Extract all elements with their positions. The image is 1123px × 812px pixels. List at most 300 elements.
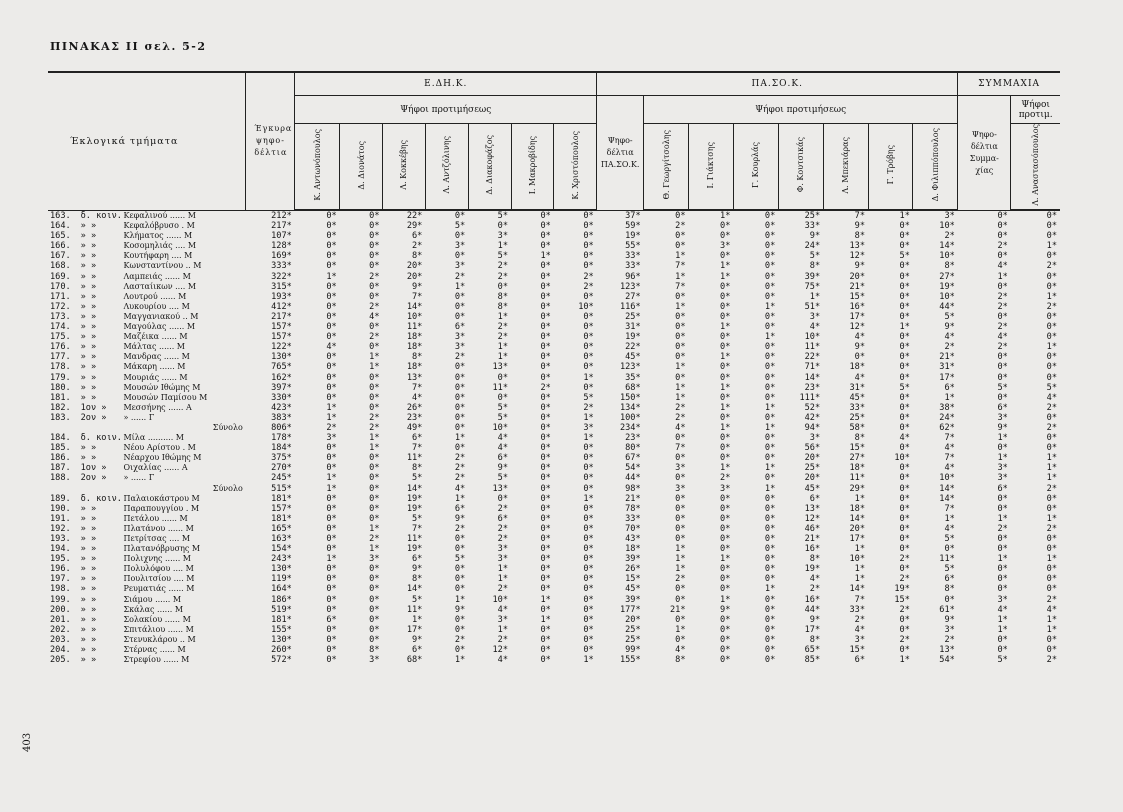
vote-count: 0* bbox=[326, 463, 337, 474]
table-row bbox=[48, 342, 1060, 352]
vote-count: 5* bbox=[497, 412, 509, 423]
vote-count: 46* bbox=[804, 523, 821, 534]
vote-count: 19* bbox=[625, 231, 641, 242]
vote-count: 0* bbox=[764, 392, 776, 403]
candidate-header bbox=[295, 124, 340, 211]
vote-count: 1* bbox=[369, 544, 380, 555]
vote-count: 0* bbox=[326, 544, 337, 555]
vote-count: 0* bbox=[540, 473, 551, 484]
vote-count: 0* bbox=[899, 301, 910, 312]
vote-count: 8* bbox=[809, 261, 821, 272]
vote-count: 23* bbox=[804, 382, 821, 393]
table-row bbox=[48, 443, 1060, 453]
row-type bbox=[79, 484, 124, 494]
vote-count: 29* bbox=[406, 221, 423, 232]
vote-count: 0* bbox=[369, 382, 380, 393]
vote-count: 3* bbox=[497, 544, 509, 555]
pasok-ballots-label: Ψηφο-δέλτια ΠΑ.ΣΟ.Κ. bbox=[600, 135, 640, 169]
candidate-header bbox=[383, 124, 426, 211]
vote-count: 12* bbox=[849, 322, 866, 333]
vote-count: 0* bbox=[454, 534, 466, 544]
vote-count: 155* bbox=[271, 624, 292, 635]
vote-count: 6* bbox=[412, 645, 423, 656]
vote-count: 9* bbox=[412, 564, 423, 575]
district-name: Σκάλας ...... Μ bbox=[123, 604, 184, 614]
vote-count: 1* bbox=[899, 211, 910, 221]
vote-count: 8* bbox=[497, 301, 509, 312]
vote-count: 0* bbox=[764, 433, 776, 444]
vote-count: 6* bbox=[454, 322, 466, 333]
table-row bbox=[48, 544, 1060, 554]
vote-count: 16* bbox=[804, 594, 821, 605]
vote-count: 1* bbox=[899, 655, 910, 666]
vote-count: 0* bbox=[583, 544, 594, 555]
vote-count: 0* bbox=[1046, 534, 1057, 544]
vote-count: 0* bbox=[583, 261, 594, 272]
vote-count: 0* bbox=[720, 503, 731, 514]
candidate-header bbox=[689, 124, 734, 211]
vote-count: 0* bbox=[764, 231, 776, 242]
vote-count: 0* bbox=[583, 574, 594, 585]
row-number: 200. bbox=[50, 604, 71, 615]
vote-count: 8* bbox=[412, 352, 423, 363]
vote-count: 0* bbox=[369, 473, 380, 484]
candidate-name: Λ. Μπεκιάρας bbox=[841, 136, 851, 194]
vote-count: 0* bbox=[369, 604, 380, 615]
table-row bbox=[48, 605, 1060, 615]
vote-count: 31* bbox=[849, 382, 866, 393]
vote-count: 4* bbox=[997, 261, 1008, 272]
vote-count: 1* bbox=[764, 332, 776, 343]
vote-count: 3* bbox=[809, 433, 821, 444]
vote-count: 1* bbox=[720, 211, 731, 221]
vote-count: 7* bbox=[412, 523, 423, 534]
vote-count: 20* bbox=[804, 453, 821, 464]
vote-count: 0* bbox=[675, 372, 686, 383]
vote-count: 1* bbox=[720, 463, 731, 474]
vote-count: 0* bbox=[720, 544, 731, 555]
vote-count: 0* bbox=[454, 645, 466, 656]
district-name: Πλατανόβρυσης Μ bbox=[123, 544, 201, 554]
vote-count: 107* bbox=[271, 231, 292, 242]
district-name: Κωνσταντίνου .. Μ bbox=[123, 261, 202, 271]
vote-count: 0* bbox=[899, 402, 910, 413]
vote-count: 0* bbox=[540, 584, 551, 595]
vote-count: 0* bbox=[540, 372, 551, 383]
vote-count: 1* bbox=[675, 382, 686, 393]
vote-count: 0* bbox=[854, 352, 866, 363]
vote-count: 0* bbox=[997, 544, 1008, 555]
vote-count: 10* bbox=[939, 221, 955, 232]
vote-count: 0* bbox=[540, 433, 551, 444]
table-row bbox=[48, 403, 1060, 413]
vote-count: 6* bbox=[944, 574, 955, 585]
vote-count: 1* bbox=[854, 493, 866, 504]
vote-count: 0* bbox=[899, 372, 910, 383]
row-type: » » bbox=[80, 554, 97, 565]
row-number: 186. bbox=[50, 453, 71, 464]
vote-count: 0* bbox=[720, 392, 731, 403]
row-type: » » bbox=[80, 392, 97, 403]
vote-count: 0* bbox=[720, 301, 731, 312]
vote-count: 17* bbox=[849, 534, 866, 544]
subtotal-row bbox=[48, 484, 1060, 494]
edik-pref-header: Ψήφοι προτιμήσεως bbox=[295, 96, 597, 124]
vote-count: 25* bbox=[625, 624, 641, 635]
vote-count: 4* bbox=[1046, 392, 1057, 403]
district-name: Μίλα .......... Μ bbox=[123, 433, 184, 443]
vote-count: 1* bbox=[854, 544, 866, 555]
table-row bbox=[48, 312, 1060, 322]
row-number: 190. bbox=[50, 503, 71, 514]
row-number bbox=[48, 484, 79, 494]
district-name: Σπιτάλιου ...... Μ bbox=[123, 624, 194, 634]
vote-count: 0* bbox=[326, 352, 337, 363]
vote-count: 9* bbox=[944, 322, 955, 333]
vote-count: 4* bbox=[809, 574, 821, 585]
vote-count: 0* bbox=[540, 624, 551, 635]
symm-ballots-label: Ψηφο-δέλτια Συμμα-χίας bbox=[969, 129, 999, 175]
vote-count: 0* bbox=[997, 534, 1008, 544]
vote-count: 0* bbox=[899, 392, 910, 403]
vote-count: 8* bbox=[675, 655, 686, 666]
vote-count: 177* bbox=[619, 604, 641, 615]
page-number: 403 bbox=[22, 732, 33, 752]
table-row bbox=[48, 210, 1060, 221]
table-row bbox=[48, 282, 1060, 292]
table-row bbox=[48, 373, 1060, 383]
vote-count: 0* bbox=[583, 473, 594, 484]
row-type: δ. κοιν. bbox=[80, 210, 122, 221]
vote-count: 0* bbox=[326, 322, 337, 333]
vote-count: 6* bbox=[412, 433, 423, 444]
vote-count: 0* bbox=[326, 655, 337, 666]
vote-count: 0* bbox=[764, 311, 776, 322]
vote-count: 0* bbox=[326, 311, 337, 322]
vote-count: 35* bbox=[625, 372, 641, 383]
vote-count: 4* bbox=[944, 443, 955, 454]
vote-count: 1* bbox=[675, 392, 686, 403]
vote-count: 2* bbox=[944, 231, 955, 242]
row-number: 175. bbox=[50, 332, 71, 343]
vote-count: 0* bbox=[454, 584, 466, 595]
vote-count: 134* bbox=[619, 402, 641, 413]
row-number: 167. bbox=[50, 251, 71, 262]
vote-count: 17* bbox=[406, 624, 423, 635]
vote-count: 2* bbox=[497, 584, 509, 595]
vote-count: 0* bbox=[583, 594, 594, 605]
vote-count: 5* bbox=[1046, 382, 1057, 393]
vote-count: 80* bbox=[625, 443, 641, 454]
vote-count: 9* bbox=[497, 463, 509, 474]
district-name: Παραπουγγίου . Μ bbox=[123, 503, 200, 513]
row-type: » » bbox=[80, 584, 97, 595]
vote-count: 2* bbox=[1046, 655, 1057, 666]
vote-count: 270* bbox=[271, 463, 292, 474]
vote-count: 4* bbox=[854, 332, 866, 343]
vote-count: 0* bbox=[454, 251, 466, 262]
row-number bbox=[48, 423, 79, 433]
vote-count: 8* bbox=[809, 634, 821, 645]
row-type: » » bbox=[80, 564, 97, 575]
vote-count: 5* bbox=[997, 382, 1008, 393]
vote-count: 1* bbox=[412, 614, 423, 625]
vote-count: 2* bbox=[1046, 483, 1057, 494]
vote-count: 0* bbox=[326, 594, 337, 605]
vote-count: 1* bbox=[1046, 241, 1057, 252]
vote-count: 21* bbox=[849, 281, 866, 292]
table-row bbox=[48, 241, 1060, 251]
vote-count: 7* bbox=[412, 291, 423, 302]
vote-count: 2* bbox=[583, 402, 594, 413]
vote-count: 0* bbox=[764, 453, 776, 464]
vote-count: 0* bbox=[997, 281, 1008, 292]
vote-count: 21* bbox=[804, 534, 821, 544]
vote-count: 18* bbox=[406, 362, 423, 373]
vote-count: 186* bbox=[271, 594, 292, 605]
district-name: Πολιχνης ...... Μ bbox=[123, 554, 191, 564]
vote-count: 0* bbox=[326, 523, 337, 534]
district-name: » ...... Γ bbox=[123, 473, 155, 483]
vote-count: 4* bbox=[899, 433, 910, 444]
vote-count: 0* bbox=[540, 271, 551, 282]
vote-count: 0* bbox=[764, 241, 776, 252]
vote-count: 0* bbox=[764, 271, 776, 282]
vote-count: 0* bbox=[540, 422, 551, 433]
vote-count: 6* bbox=[326, 614, 337, 625]
candidate-name: Κ. Αντωνόπουλος bbox=[312, 129, 322, 201]
vote-count: 2* bbox=[454, 523, 466, 534]
row-type: » » bbox=[80, 534, 97, 544]
vote-count: 0* bbox=[1046, 251, 1057, 262]
row-type: » » bbox=[80, 352, 97, 363]
district-name: Μουσών Ιθώμης Μ bbox=[123, 382, 201, 392]
vote-count: 0* bbox=[583, 311, 594, 322]
vote-count: 4* bbox=[809, 322, 821, 333]
row-type: » » bbox=[80, 634, 97, 645]
row-type: δ. κοιν. bbox=[80, 433, 122, 444]
vote-count: 22* bbox=[804, 352, 821, 363]
vote-count: 2* bbox=[497, 261, 509, 272]
vote-count: 3* bbox=[944, 211, 955, 221]
vote-count: 164* bbox=[271, 584, 292, 595]
vote-count: 9* bbox=[854, 261, 866, 272]
vote-count: 193* bbox=[271, 291, 292, 302]
district-name: Λασταίικων .... Μ bbox=[123, 281, 197, 291]
vote-count: 6* bbox=[412, 554, 423, 565]
candidate-name: Γ. Τρόβης bbox=[885, 145, 895, 185]
vote-count: 0* bbox=[454, 402, 466, 413]
row-type: » » bbox=[80, 301, 97, 312]
vote-count: 0* bbox=[720, 291, 731, 302]
vote-count: 2* bbox=[454, 463, 466, 474]
row-number: 184. bbox=[50, 433, 71, 444]
vote-count: 0* bbox=[454, 422, 466, 433]
row-type: » » bbox=[80, 311, 97, 322]
vote-count: 7* bbox=[675, 261, 686, 272]
vote-count: 25* bbox=[804, 211, 821, 221]
row-type: » » bbox=[80, 503, 97, 514]
row-type: » » bbox=[80, 382, 97, 393]
table-row bbox=[48, 554, 1060, 564]
vote-count: 2* bbox=[369, 534, 380, 544]
vote-count: 0* bbox=[369, 211, 380, 221]
row-number: 164. bbox=[50, 221, 71, 232]
vote-count: 0* bbox=[997, 221, 1008, 232]
vote-count: 0* bbox=[899, 463, 910, 474]
vote-count: 75* bbox=[804, 281, 821, 292]
table-row bbox=[48, 332, 1060, 342]
vote-count: 21* bbox=[669, 604, 686, 615]
row-number: 165. bbox=[50, 231, 71, 242]
vote-count: 5* bbox=[497, 251, 509, 262]
vote-count: 1* bbox=[1046, 614, 1057, 625]
vote-count: 8* bbox=[944, 261, 955, 272]
valid-votes-header bbox=[246, 72, 295, 210]
candidate-header bbox=[868, 124, 913, 211]
vote-count: 217* bbox=[271, 221, 292, 232]
row-type bbox=[79, 423, 124, 433]
vote-count: 243* bbox=[271, 554, 292, 565]
row-number: 163. bbox=[50, 210, 71, 221]
vote-count: 18* bbox=[849, 503, 866, 514]
table-row bbox=[48, 494, 1060, 504]
vote-count: 5* bbox=[583, 392, 594, 403]
candidate-header bbox=[733, 124, 778, 211]
table-row bbox=[48, 564, 1060, 574]
district-name: Πλατάνου ...... Μ bbox=[123, 523, 194, 533]
vote-count: 8* bbox=[412, 463, 423, 474]
vote-count: 9* bbox=[809, 614, 821, 625]
vote-count: 9* bbox=[412, 281, 423, 292]
vote-count: 0* bbox=[369, 634, 380, 645]
vote-count: 1* bbox=[675, 301, 686, 312]
district-name: Πολυλόφου .... Μ bbox=[123, 564, 194, 574]
vote-count: 26* bbox=[625, 564, 641, 575]
vote-count: 4* bbox=[997, 332, 1008, 343]
vote-count: 0* bbox=[899, 614, 910, 625]
vote-count: 0* bbox=[1046, 574, 1057, 585]
vote-count: 0* bbox=[675, 291, 686, 302]
vote-count: 0* bbox=[454, 392, 466, 403]
row-type: » » bbox=[80, 523, 97, 534]
district-name: Πουλιτσίου .... Μ bbox=[123, 574, 195, 584]
vote-count: 0* bbox=[764, 503, 776, 514]
vote-count: 0* bbox=[583, 523, 594, 534]
vote-count: 27* bbox=[849, 453, 866, 464]
vote-count: 1* bbox=[326, 473, 337, 484]
vote-count: 0* bbox=[583, 453, 594, 464]
vote-count: 71* bbox=[804, 362, 821, 373]
vote-count: 0* bbox=[540, 574, 551, 585]
candidate-header bbox=[644, 124, 689, 211]
vote-count: 0* bbox=[675, 513, 686, 524]
vote-count: 1* bbox=[454, 655, 466, 666]
vote-count: 0* bbox=[764, 534, 776, 544]
vote-count: 45* bbox=[849, 392, 866, 403]
candidate-header bbox=[913, 124, 958, 211]
vote-count: 0* bbox=[540, 281, 551, 292]
vote-count: 0* bbox=[720, 332, 731, 343]
vote-count: 0* bbox=[764, 624, 776, 635]
vote-count: 25* bbox=[849, 412, 866, 423]
row-type: » » bbox=[80, 362, 97, 373]
vote-count: 5* bbox=[454, 221, 466, 232]
vote-count: 1* bbox=[1046, 453, 1057, 464]
vote-count: 0* bbox=[899, 443, 910, 454]
vote-count: 6* bbox=[997, 483, 1008, 494]
vote-count: 0* bbox=[997, 311, 1008, 322]
vote-count: 0* bbox=[454, 624, 466, 635]
vote-count: 20* bbox=[849, 523, 866, 534]
vote-count: 5* bbox=[944, 564, 955, 575]
row-type: » » bbox=[80, 281, 97, 292]
vote-count: 0* bbox=[764, 493, 776, 504]
row-type: » » bbox=[80, 332, 97, 343]
vote-count: 0* bbox=[899, 483, 910, 494]
vote-count: 0* bbox=[540, 655, 551, 666]
vote-count: 1* bbox=[944, 392, 955, 403]
district-name: Στέρνας ...... Μ bbox=[123, 645, 186, 655]
vote-count: 14* bbox=[804, 372, 821, 383]
vote-count: 45* bbox=[625, 352, 641, 363]
vote-count: 1* bbox=[997, 453, 1008, 464]
vote-count: 0* bbox=[454, 412, 466, 423]
vote-count: 0* bbox=[326, 301, 337, 312]
row-type: » » bbox=[80, 594, 97, 605]
vote-count: 765* bbox=[271, 362, 292, 373]
vote-count: 0* bbox=[583, 564, 594, 575]
vote-count: 1* bbox=[1046, 342, 1057, 353]
vote-count: 44* bbox=[939, 301, 955, 312]
vote-count: 412* bbox=[271, 301, 292, 312]
vote-count: 9* bbox=[854, 342, 866, 353]
vote-count: 0* bbox=[583, 645, 594, 656]
vote-count: 0* bbox=[764, 412, 776, 423]
vote-count: 5* bbox=[997, 655, 1008, 666]
vote-count: 11* bbox=[804, 342, 821, 353]
vote-count: 19* bbox=[406, 503, 423, 514]
vote-count: 19* bbox=[406, 493, 423, 504]
vote-count: 0* bbox=[583, 362, 594, 373]
vote-count: 0* bbox=[675, 433, 686, 444]
candidate-header bbox=[823, 124, 868, 211]
district-name: Νέου Αρίστου . Μ bbox=[123, 443, 196, 453]
vote-count: 130* bbox=[271, 564, 292, 575]
vote-count: 14* bbox=[849, 584, 866, 595]
vote-count: 4* bbox=[497, 655, 509, 666]
vote-count: 1* bbox=[997, 433, 1008, 444]
vote-count: 1* bbox=[540, 251, 551, 262]
row-number: 180. bbox=[50, 382, 71, 393]
vote-count: 1* bbox=[583, 655, 594, 666]
vote-count: 0* bbox=[899, 624, 910, 635]
vote-count: 1* bbox=[369, 443, 380, 454]
vote-count: 2* bbox=[454, 453, 466, 464]
vote-count: 0* bbox=[326, 261, 337, 272]
vote-count: 4* bbox=[454, 483, 466, 494]
vote-count: 0* bbox=[540, 453, 551, 464]
vote-count: 2* bbox=[454, 634, 466, 645]
vote-count: 0* bbox=[583, 513, 594, 524]
district-name: Μαγγανιακού .. Μ bbox=[123, 311, 199, 321]
vote-count: 42* bbox=[804, 412, 821, 423]
vote-count: 31* bbox=[939, 362, 955, 373]
vote-count: 23* bbox=[625, 433, 641, 444]
vote-count: 0* bbox=[369, 564, 380, 575]
vote-count: 3* bbox=[454, 342, 466, 353]
vote-count: 1* bbox=[997, 554, 1008, 565]
